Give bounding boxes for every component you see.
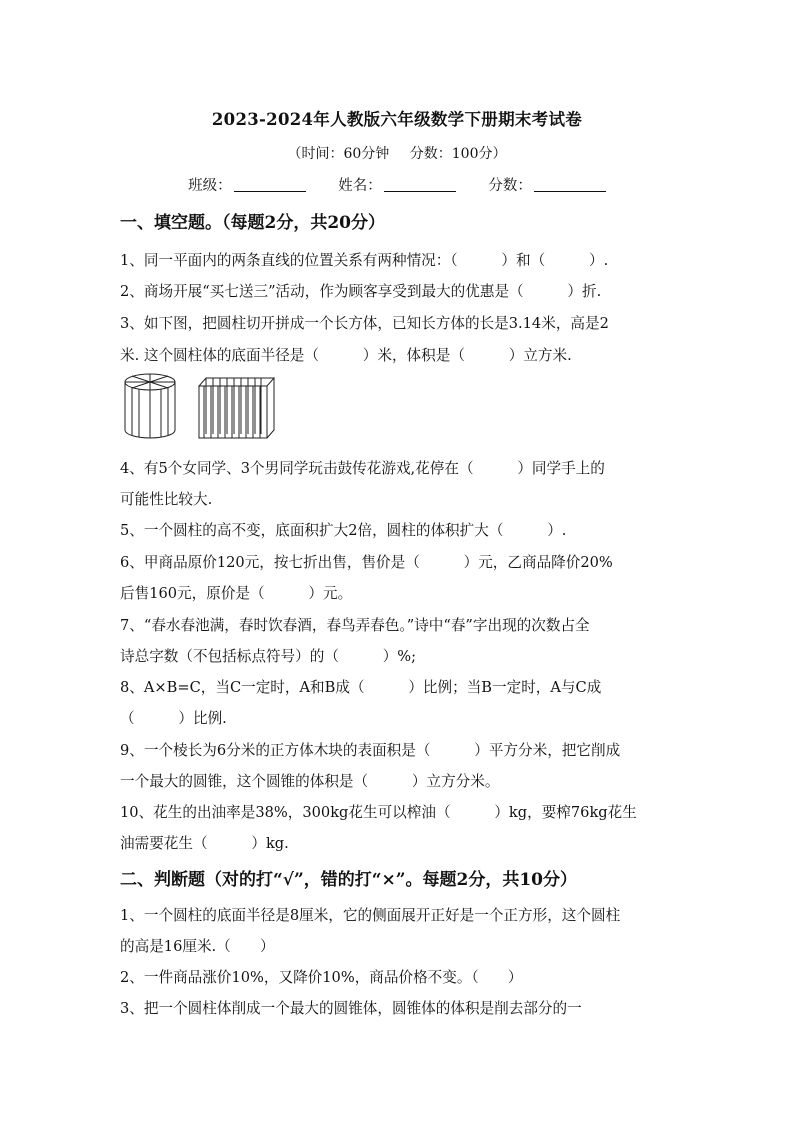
question-line: 1、同一平面内的两条直线的位置关系有两种情况：（ ）和（ ）. xyxy=(120,252,609,269)
class-blank[interactable] xyxy=(234,177,306,192)
points-blank[interactable] xyxy=(534,177,606,192)
section-heading-true-false: 二、判断题（对的打“√”，错的打“×”。每题2分，共10分） xyxy=(120,870,578,890)
question-line: 一个最大的圆锥，这个圆锥的体积是（ ）立方分米。 xyxy=(120,773,500,790)
question-line: 油需要花生（ ）kg. xyxy=(120,835,289,852)
exam-meta xyxy=(0,143,794,163)
question-line: 5、一个圆柱的高不变，底面积扩大2倍，圆柱的体积扩大（ ）. xyxy=(120,522,567,539)
question-line: 4、有5个女同学、3个男同学玩击鼓传花游戏,花停在（ ）同学手上的 xyxy=(120,460,605,477)
question-line: （ ）比例. xyxy=(120,710,227,727)
question-line: 10、花生的出油率是38%，300kg花生可以榨油（ ）kg，要榨76kg花生 xyxy=(120,804,637,821)
name-blank[interactable] xyxy=(384,177,456,192)
time-limit: （时间：60分钟 xyxy=(287,146,390,162)
student-info-line xyxy=(0,174,794,195)
name-field xyxy=(338,174,456,195)
question-line: 后售160元，原价是（ ）元。 xyxy=(120,585,353,602)
cylinder-shape xyxy=(125,374,175,438)
page-title: 2023-2024年人教版六年级数学下册期末考试卷 xyxy=(211,110,583,129)
name-label: 姓名： xyxy=(338,178,382,194)
question-line: 9、一个棱长为6分米的正方体木块的表面积是（ ）平方分米，把它削成 xyxy=(120,742,621,759)
question-line: 6、甲商品原价120元，按七折出售，售价是（ ）元，乙商品降价20% xyxy=(120,554,613,571)
points-label: 分数： xyxy=(488,178,532,194)
question-line: 可能性比较大. xyxy=(120,491,213,508)
question-line: 的高是16厘米.（ ） xyxy=(120,938,275,955)
class-field xyxy=(188,174,306,195)
question-line: 3、把一个圆柱体削成一个最大的圆锥体，圆锥体的体积是削去部分的一 xyxy=(120,1000,582,1017)
question-line: 诗总字数（不包括标点符号）的（ ）%; xyxy=(120,648,417,665)
section-heading-fill-blank: 一、填空题。（每题2分，共20分） xyxy=(120,213,385,233)
question-line: 7、“春水春池满，春时饮春酒，春鸟弄春色。”诗中“春”字出现的次数占全 xyxy=(120,617,590,634)
question-line: 1、一个圆柱的底面半径是8厘米，它的侧面展开正好是一个正方形，这个圆柱 xyxy=(120,907,621,924)
question-line: 3、如下图，把圆柱切开拼成一个长方体，已知长方体的长是3.14米，高是2 xyxy=(120,315,609,332)
cylinder-to-cuboid-figure xyxy=(124,372,294,442)
question-line: 米. 这个圆柱体的底面半径是（ ）米，体积是（ ）立方米. xyxy=(120,347,572,364)
cuboid-shape xyxy=(199,378,274,438)
points-field xyxy=(488,174,606,195)
class-label: 班级： xyxy=(188,178,232,194)
question-line: 2、一件商品涨价10%，又降价10%，商品价格不变。（ ） xyxy=(120,969,523,986)
question-line: 2、商场开展“买七送三”活动，作为顾客享受到最大的优惠是（ ）折. xyxy=(120,283,602,300)
question-line: 8、A×B=C，当C一定时，A和B成（ ）比例；当B一定时，A与C成 xyxy=(120,679,602,696)
total-score: 分数：100分） xyxy=(409,146,507,162)
